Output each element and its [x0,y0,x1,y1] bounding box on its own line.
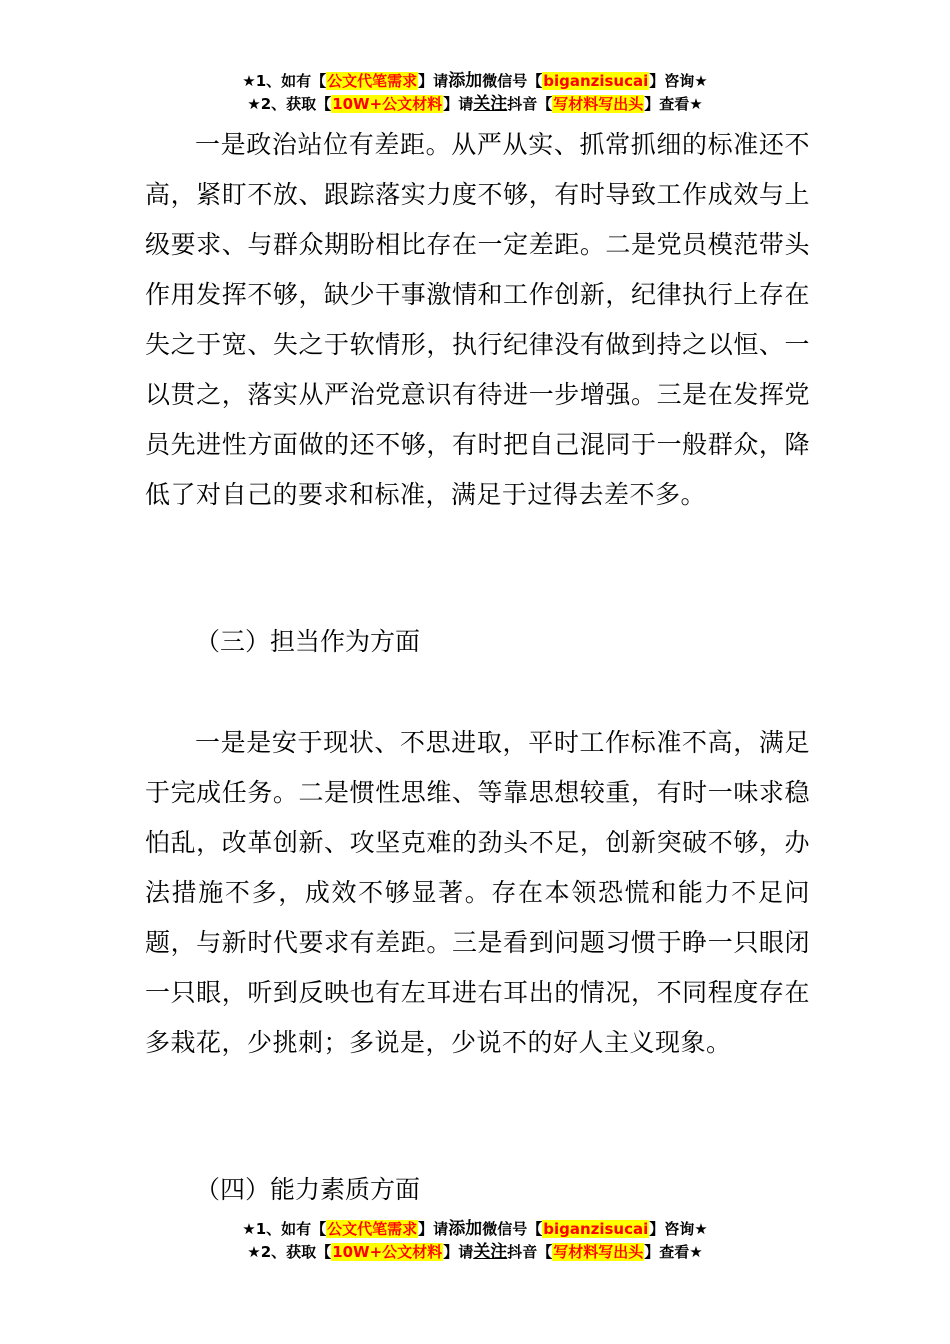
promo-line-1: ★1、如有【公文代笔需求】请添加微信号【biganzisucai】咨询★ [242,71,708,91]
highlight-wechat-id: biganzisucai [543,72,649,90]
highlight-wechat-id: biganzisucai [543,1220,649,1238]
highlight-materials: 10W+公文材料 [332,1243,443,1261]
section-heading-responsibility: （三）担当作为方面 [195,627,421,656]
promo-line-2: ★2、获取【10W+公文材料】请关注抖音【写材料写出头】查看★ [247,94,703,114]
highlight-materials: 10W+公文材料 [332,95,443,113]
highlight-service: 公文代笔需求 [327,1220,418,1238]
paragraph-political-standing: 一是政治站位有差距。从严从实、抓常抓细的标准还不高，紧盯不放、跟踪落实力度不够，有时导致工作成效与上级要求、与群众期盼相比存在一定差距。二是党员模范带头作用发挥不够，缺少干事激情和工作创新，纪律执行上存在失之于宽、失之于软情形，执行纪律没有做到持之以恒、一以贯之，落实从严治党意识有待进一步增强。三是在发挥党员先进性方面做的还不够，有时把自己混同于一般群众，降低了对自己的要求和标准，满足于过得去差不多。 [145,130,810,509]
highlight-service: 公文代笔需求 [327,72,418,90]
promo-line-2: ★2、获取【10W+公文材料】请关注抖音【写材料写出头】查看★ [247,1242,703,1262]
promo-banner-top [0,70,950,116]
section-heading-capability: （四）能力素质方面 [195,1175,421,1204]
paragraph-responsibility: 一是是安于现状、不思进取，平时工作标准不高，满足于完成任务。二是惯性思维、等靠思想较重，有时一味求稳怕乱，改革创新、攻坚克难的劲头不足，创新突破不够，办法措施不多，成效不够显著。存在本领恐慌和能力不足问题，与新时代要求有差距。三是看到问题习惯于睁一只眼闭一只眼，听到反映也有左耳进右耳出的情况，不同程度存在多栽花，少挑刺；多说是，少说不的好人主义现象。 [145,728,810,1057]
highlight-douyin-account: 写材料写出头 [553,95,644,113]
promo-line-1: ★1、如有【公文代笔需求】请添加微信号【biganzisucai】咨询★ [242,1219,708,1239]
promo-banner-bottom [0,1218,950,1264]
highlight-douyin-account: 写材料写出头 [553,1243,644,1261]
